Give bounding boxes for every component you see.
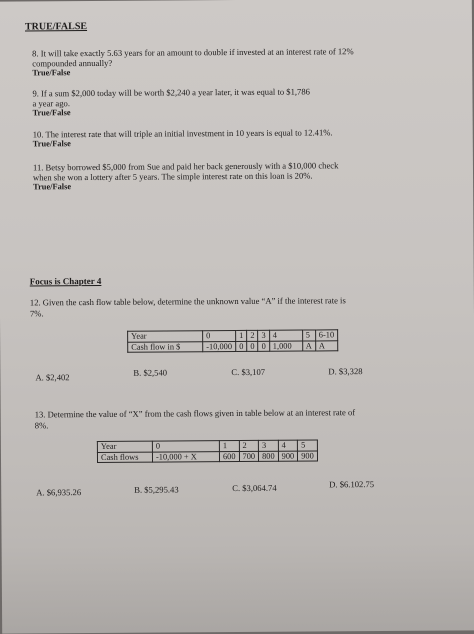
table-cell: 0 (236, 341, 247, 352)
table-cell: 900 (298, 451, 318, 462)
table-cell: 0 (258, 341, 269, 352)
question-8-line1: 8. It will take exactly 5.63 years for an amount to double if invested at an interest rate of 12% (32, 46, 354, 59)
page-shadow (2, 540, 474, 633)
table-cell: 3 (258, 330, 269, 341)
question-10-line1: 10. The interest rate that will triple an initial investment in 10 years is equal to 12.41%. (32, 127, 333, 140)
q12-option-b: B. $2,540 (133, 367, 168, 378)
question-11-line1: 11. Betsy borrowed $5,000 from Sue and paid her back generously with a $10,000 check (32, 160, 339, 173)
table-cell: 3 (258, 440, 278, 451)
question-9-line2: a year ago. (32, 98, 71, 109)
section-heading-chapter-4: Focus is Chapter 4 (29, 275, 102, 287)
cash-flow-table-q12 (127, 329, 338, 353)
question-13-line2: 8%. (34, 420, 49, 431)
table-cell: A (315, 340, 337, 351)
table-cell: A (302, 341, 315, 352)
q12-option-d: D. $3,328 (328, 366, 363, 377)
table-cell: 1 (236, 330, 247, 341)
table-cell: 800 (259, 451, 279, 462)
question-9-answer: True/False (32, 108, 71, 118)
table-cell: Cash flow in $ (128, 341, 203, 352)
question-11-answer: True/False (33, 182, 72, 192)
table-row (128, 340, 338, 352)
table-cell: Year (128, 331, 203, 342)
table-cell: Year (97, 441, 152, 452)
table-cell: 900 (278, 451, 298, 462)
question-8-line2: compounded annually? (32, 57, 113, 69)
table-cell: 5 (302, 330, 315, 341)
table-cell: 1,000 (269, 341, 302, 352)
table-row (97, 451, 317, 463)
table-cell: 1 (219, 440, 239, 451)
question-9-line1: 9. If a sum $2,000 today will be worth $2,240 a year later, it was equal to $1,786 (32, 86, 310, 99)
table-cell: 600 (219, 451, 239, 462)
q12-option-a: A. $2,402 (35, 372, 70, 383)
q13-option-b: B. $5,295.43 (134, 484, 179, 495)
question-8-answer: True/False (32, 68, 71, 78)
question-12-line1: 12. Given the cash flow table below, determine the unknown value “A” if the interest rate is (29, 295, 346, 308)
table-cell: 700 (239, 451, 259, 462)
section-heading-true-false: TRUE/FALSE (24, 21, 88, 33)
q13-option-a: A. $6,935.26 (36, 487, 82, 498)
table-cell: 2 (247, 330, 258, 341)
question-12-line2: 7%. (29, 308, 44, 319)
cash-flow-table-q13 (97, 439, 318, 463)
table-cell: 4 (269, 330, 302, 341)
q13-option-d: D. $6.102.75 (329, 479, 375, 490)
question-11-line2: when she won a lottery after 5 years. The simple interest rate on this loan is 20%. (32, 170, 313, 183)
table-cell: 2 (239, 440, 259, 451)
table-cell: 4 (278, 440, 298, 451)
table-cell: 0 (203, 331, 236, 342)
table-cell: 5 (298, 440, 318, 451)
table-cell: -10,000 + X (152, 451, 219, 462)
table-row (128, 330, 338, 342)
q12-option-c: C. $3,107 (231, 366, 266, 378)
table-cell: 0 (247, 341, 258, 352)
q13-option-c: C. $3,064.74 (232, 482, 277, 494)
table-cell: Cash flows (97, 452, 152, 463)
table-cell: 0 (152, 441, 219, 452)
table-row (97, 440, 317, 452)
table-cell: 6-10 (315, 330, 337, 341)
table-cell: -10,000 (203, 341, 236, 352)
question-13-line1: 13. Determine the value of “X” from the cash flows given in table below at an interest rate of (34, 407, 356, 420)
question-10-answer: True/False (32, 139, 71, 149)
